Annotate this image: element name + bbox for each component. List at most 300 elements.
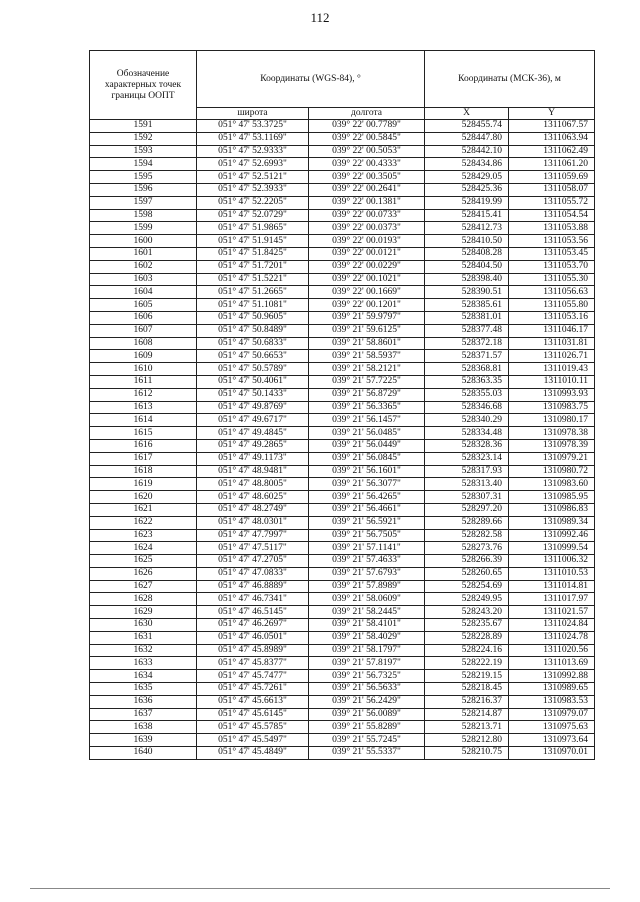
longitude-cell: 039° 21' 55.8289" [309, 721, 425, 734]
y-cell: 1311062.49 [509, 145, 595, 158]
table-row [90, 478, 595, 491]
y-cell: 1311058.07 [509, 183, 595, 196]
longitude-cell: 039° 21' 56.7325" [309, 670, 425, 683]
table-row [90, 273, 595, 286]
point-id-cell: 1629 [90, 606, 197, 619]
point-id-cell: 1599 [90, 222, 197, 235]
point-id-cell: 1600 [90, 235, 197, 248]
latitude-cell: 051° 47' 45.6613" [197, 695, 309, 708]
x-cell: 528219.15 [425, 670, 509, 683]
point-id-cell: 1607 [90, 324, 197, 337]
point-id-cell: 1625 [90, 555, 197, 568]
x-cell: 528213.71 [425, 721, 509, 734]
y-cell: 1311055.30 [509, 273, 595, 286]
table-row [90, 311, 595, 324]
point-id-cell: 1598 [90, 209, 197, 222]
longitude-cell: 039° 21' 58.2445" [309, 606, 425, 619]
header-msk36: Координаты (МСК-36), м [425, 51, 595, 108]
point-id-cell: 1610 [90, 363, 197, 376]
table-row [90, 247, 595, 260]
longitude-cell: 039° 22' 00.3505" [309, 171, 425, 184]
x-cell: 528381.01 [425, 311, 509, 324]
longitude-cell: 039° 21' 56.0449" [309, 439, 425, 452]
y-cell: 1310992.88 [509, 670, 595, 683]
header-latitude: широта [197, 108, 309, 120]
latitude-cell: 051° 47' 47.7997" [197, 529, 309, 542]
x-cell: 528317.93 [425, 465, 509, 478]
table-row [90, 580, 595, 593]
y-cell: 1311031.81 [509, 337, 595, 350]
y-cell: 1311013.69 [509, 657, 595, 670]
x-cell: 528323.14 [425, 452, 509, 465]
header-y: Y [509, 108, 595, 120]
y-cell: 1311017.97 [509, 593, 595, 606]
y-cell: 1310978.38 [509, 427, 595, 440]
y-cell: 1311053.16 [509, 311, 595, 324]
y-cell: 1311063.94 [509, 132, 595, 145]
latitude-cell: 051° 47' 45.7261" [197, 683, 309, 696]
x-cell: 528313.40 [425, 478, 509, 491]
longitude-cell: 039° 22' 00.0373" [309, 222, 425, 235]
table-row [90, 132, 595, 145]
y-cell: 1310993.93 [509, 388, 595, 401]
latitude-cell: 051° 47' 50.6653" [197, 350, 309, 363]
x-cell: 528297.20 [425, 503, 509, 516]
x-cell: 528282.58 [425, 529, 509, 542]
latitude-cell: 051° 47' 51.9145" [197, 235, 309, 248]
latitude-cell: 051° 47' 45.7477" [197, 670, 309, 683]
point-id-cell: 1618 [90, 465, 197, 478]
y-cell: 1310986.83 [509, 503, 595, 516]
table-row [90, 619, 595, 632]
header-wgs84: Координаты (WGS-84), ° [197, 51, 425, 108]
point-id-cell: 1595 [90, 171, 197, 184]
point-id-cell: 1634 [90, 670, 197, 683]
longitude-cell: 039° 21' 57.7225" [309, 375, 425, 388]
latitude-cell: 051° 47' 47.5117" [197, 542, 309, 555]
table-row [90, 158, 595, 171]
x-cell: 528455.74 [425, 120, 509, 133]
table-row [90, 324, 595, 337]
table-row [90, 465, 595, 478]
latitude-cell: 051° 47' 52.2205" [197, 196, 309, 209]
longitude-cell: 039° 22' 00.1021" [309, 273, 425, 286]
latitude-cell: 051° 47' 45.5497" [197, 734, 309, 747]
point-id-cell: 1635 [90, 683, 197, 696]
latitude-cell: 051° 47' 51.1081" [197, 299, 309, 312]
table-row [90, 567, 595, 580]
table-row [90, 414, 595, 427]
longitude-cell: 039° 22' 00.4333" [309, 158, 425, 171]
latitude-cell: 051° 47' 46.7341" [197, 593, 309, 606]
y-cell: 1311053.56 [509, 235, 595, 248]
point-id-cell: 1620 [90, 491, 197, 504]
table-row [90, 299, 595, 312]
page-number: 112 [310, 10, 330, 25]
table-body [90, 120, 595, 760]
latitude-cell: 051° 47' 52.9333" [197, 145, 309, 158]
point-id-cell: 1616 [90, 439, 197, 452]
table-row [90, 695, 595, 708]
y-cell: 1310980.17 [509, 414, 595, 427]
y-cell: 1311010.11 [509, 375, 595, 388]
latitude-cell: 051° 47' 49.4845" [197, 427, 309, 440]
point-id-cell: 1603 [90, 273, 197, 286]
x-cell: 528355.03 [425, 388, 509, 401]
y-cell: 1310973.64 [509, 734, 595, 747]
point-id-cell: 1611 [90, 375, 197, 388]
x-cell: 528363.35 [425, 375, 509, 388]
longitude-cell: 039° 21' 58.8601" [309, 337, 425, 350]
table-row [90, 171, 595, 184]
x-cell: 528243.20 [425, 606, 509, 619]
table-row [90, 439, 595, 452]
y-cell: 1310975.63 [509, 721, 595, 734]
latitude-cell: 051° 47' 52.6993" [197, 158, 309, 171]
table-row [90, 286, 595, 299]
latitude-cell: 051° 47' 45.8377" [197, 657, 309, 670]
y-cell: 1311053.45 [509, 247, 595, 260]
longitude-cell: 039° 21' 56.3077" [309, 478, 425, 491]
longitude-cell: 039° 21' 56.5633" [309, 683, 425, 696]
table-row [90, 683, 595, 696]
x-cell: 528210.75 [425, 747, 509, 760]
latitude-cell: 051° 47' 50.5789" [197, 363, 309, 376]
point-id-cell: 1619 [90, 478, 197, 491]
bottom-rule [30, 888, 610, 889]
table-row [90, 196, 595, 209]
longitude-cell: 039° 21' 59.9797" [309, 311, 425, 324]
longitude-cell: 039° 21' 56.3365" [309, 401, 425, 414]
y-cell: 1311014.81 [509, 580, 595, 593]
latitude-cell: 051° 47' 49.1173" [197, 452, 309, 465]
point-id-cell: 1604 [90, 286, 197, 299]
point-id-cell: 1623 [90, 529, 197, 542]
latitude-cell: 051° 47' 48.8005" [197, 478, 309, 491]
x-cell: 528415.41 [425, 209, 509, 222]
point-id-cell: 1636 [90, 695, 197, 708]
table-row [90, 388, 595, 401]
point-id-cell: 1626 [90, 567, 197, 580]
y-cell: 1311055.72 [509, 196, 595, 209]
x-cell: 528334.48 [425, 427, 509, 440]
table-row [90, 529, 595, 542]
table-row [90, 542, 595, 555]
y-cell: 1311046.17 [509, 324, 595, 337]
latitude-cell: 051° 47' 50.1433" [197, 388, 309, 401]
x-cell: 528260.65 [425, 567, 509, 580]
y-cell: 1311010.53 [509, 567, 595, 580]
longitude-cell: 039° 22' 00.7789" [309, 120, 425, 133]
x-cell: 528228.89 [425, 631, 509, 644]
latitude-cell: 051° 47' 49.8769" [197, 401, 309, 414]
table-row [90, 120, 595, 133]
y-cell: 1310999.54 [509, 542, 595, 555]
x-cell: 528377.48 [425, 324, 509, 337]
longitude-cell: 039° 21' 56.4265" [309, 491, 425, 504]
y-cell: 1310979.07 [509, 708, 595, 721]
latitude-cell: 051° 47' 52.3933" [197, 183, 309, 196]
y-cell: 1311056.63 [509, 286, 595, 299]
x-cell: 528398.40 [425, 273, 509, 286]
point-id-cell: 1615 [90, 427, 197, 440]
y-cell: 1310985.95 [509, 491, 595, 504]
latitude-cell: 051° 47' 51.2665" [197, 286, 309, 299]
x-cell: 528419.99 [425, 196, 509, 209]
x-cell: 528218.45 [425, 683, 509, 696]
x-cell: 528214.87 [425, 708, 509, 721]
x-cell: 528222.19 [425, 657, 509, 670]
point-id-cell: 1622 [90, 516, 197, 529]
y-cell: 1311020.56 [509, 644, 595, 657]
x-cell: 528224.16 [425, 644, 509, 657]
longitude-cell: 039° 21' 57.4633" [309, 555, 425, 568]
point-id-cell: 1592 [90, 132, 197, 145]
latitude-cell: 051° 47' 51.8425" [197, 247, 309, 260]
header-longitude: долгота [309, 108, 425, 120]
point-id-cell: 1627 [90, 580, 197, 593]
longitude-cell: 039° 22' 00.0733" [309, 209, 425, 222]
table-row [90, 593, 595, 606]
longitude-cell: 039° 21' 56.7505" [309, 529, 425, 542]
point-id-cell: 1596 [90, 183, 197, 196]
table-row [90, 708, 595, 721]
x-cell: 528429.05 [425, 171, 509, 184]
point-id-cell: 1633 [90, 657, 197, 670]
y-cell: 1311067.57 [509, 120, 595, 133]
longitude-cell: 039° 21' 57.6793" [309, 567, 425, 580]
table-row [90, 747, 595, 760]
table-row [90, 631, 595, 644]
latitude-cell: 051° 47' 46.2697" [197, 619, 309, 632]
latitude-cell: 051° 47' 48.2749" [197, 503, 309, 516]
table-row [90, 670, 595, 683]
header-point-designation: Обозначение характерных точек границы ООПТ [90, 51, 197, 120]
point-id-cell: 1614 [90, 414, 197, 427]
x-cell: 528425.36 [425, 183, 509, 196]
x-cell: 528434.86 [425, 158, 509, 171]
x-cell: 528307.31 [425, 491, 509, 504]
latitude-cell: 051° 47' 50.8489" [197, 324, 309, 337]
y-cell: 1310980.72 [509, 465, 595, 478]
y-cell: 1311059.69 [509, 171, 595, 184]
x-cell: 528289.66 [425, 516, 509, 529]
y-cell: 1310978.39 [509, 439, 595, 452]
y-cell: 1310989.65 [509, 683, 595, 696]
latitude-cell: 051° 47' 46.5145" [197, 606, 309, 619]
table-row [90, 503, 595, 516]
longitude-cell: 039° 22' 00.5053" [309, 145, 425, 158]
y-cell: 1310989.34 [509, 516, 595, 529]
point-id-cell: 1608 [90, 337, 197, 350]
table-row [90, 183, 595, 196]
table-row [90, 555, 595, 568]
latitude-cell: 051° 47' 50.9605" [197, 311, 309, 324]
x-cell: 528328.36 [425, 439, 509, 452]
longitude-cell: 039° 21' 56.0485" [309, 427, 425, 440]
table-row [90, 350, 595, 363]
table-row [90, 606, 595, 619]
x-cell: 528371.57 [425, 350, 509, 363]
longitude-cell: 039° 22' 00.5845" [309, 132, 425, 145]
longitude-cell: 039° 21' 56.4661" [309, 503, 425, 516]
y-cell: 1311054.54 [509, 209, 595, 222]
longitude-cell: 039° 21' 56.0089" [309, 708, 425, 721]
longitude-cell: 039° 21' 55.7245" [309, 734, 425, 747]
longitude-cell: 039° 21' 58.2121" [309, 363, 425, 376]
point-id-cell: 1591 [90, 120, 197, 133]
point-id-cell: 1597 [90, 196, 197, 209]
y-cell: 1311006.32 [509, 555, 595, 568]
longitude-cell: 039° 21' 56.1457" [309, 414, 425, 427]
longitude-cell: 039° 22' 00.0121" [309, 247, 425, 260]
longitude-cell: 039° 21' 58.4029" [309, 631, 425, 644]
longitude-cell: 039° 22' 00.1201" [309, 299, 425, 312]
y-cell: 1311053.70 [509, 260, 595, 273]
x-cell: 528249.95 [425, 593, 509, 606]
table-row [90, 337, 595, 350]
point-id-cell: 1624 [90, 542, 197, 555]
point-id-cell: 1617 [90, 452, 197, 465]
latitude-cell: 051° 47' 50.4061" [197, 375, 309, 388]
x-cell: 528235.67 [425, 619, 509, 632]
longitude-cell: 039° 21' 58.1797" [309, 644, 425, 657]
table-row [90, 734, 595, 747]
point-id-cell: 1612 [90, 388, 197, 401]
longitude-cell: 039° 21' 56.1601" [309, 465, 425, 478]
y-cell: 1310970.01 [509, 747, 595, 760]
latitude-cell: 051° 47' 46.8889" [197, 580, 309, 593]
point-id-cell: 1639 [90, 734, 197, 747]
x-cell: 528273.76 [425, 542, 509, 555]
y-cell: 1310983.75 [509, 401, 595, 414]
y-cell: 1311019.43 [509, 363, 595, 376]
x-cell: 528372.18 [425, 337, 509, 350]
longitude-cell: 039° 21' 55.5337" [309, 747, 425, 760]
y-cell: 1311053.88 [509, 222, 595, 235]
latitude-cell: 051° 47' 49.6717" [197, 414, 309, 427]
longitude-cell: 039° 21' 57.8197" [309, 657, 425, 670]
point-id-cell: 1628 [90, 593, 197, 606]
longitude-cell: 039° 21' 57.8989" [309, 580, 425, 593]
x-cell: 528266.39 [425, 555, 509, 568]
latitude-cell: 051° 47' 53.1169" [197, 132, 309, 145]
latitude-cell: 051° 47' 50.6833" [197, 337, 309, 350]
latitude-cell: 051° 47' 53.3725" [197, 120, 309, 133]
y-cell: 1310979.21 [509, 452, 595, 465]
latitude-cell: 051° 47' 46.0501" [197, 631, 309, 644]
table-row [90, 452, 595, 465]
x-cell: 528368.81 [425, 363, 509, 376]
longitude-cell: 039° 22' 00.1381" [309, 196, 425, 209]
latitude-cell: 051° 47' 51.9865" [197, 222, 309, 235]
table-row [90, 657, 595, 670]
table-row [90, 375, 595, 388]
table-row [90, 401, 595, 414]
y-cell: 1311055.80 [509, 299, 595, 312]
table-row [90, 235, 595, 248]
point-id-cell: 1630 [90, 619, 197, 632]
longitude-cell: 039° 22' 00.0229" [309, 260, 425, 273]
longitude-cell: 039° 21' 56.8729" [309, 388, 425, 401]
point-id-cell: 1593 [90, 145, 197, 158]
y-cell: 1311024.78 [509, 631, 595, 644]
y-cell: 1311061.20 [509, 158, 595, 171]
point-id-cell: 1613 [90, 401, 197, 414]
point-id-cell: 1621 [90, 503, 197, 516]
latitude-cell: 051° 47' 49.2865" [197, 439, 309, 452]
longitude-cell: 039° 21' 56.0845" [309, 452, 425, 465]
y-cell: 1311024.84 [509, 619, 595, 632]
latitude-cell: 051° 47' 48.9481" [197, 465, 309, 478]
x-cell: 528390.51 [425, 286, 509, 299]
latitude-cell: 051° 47' 47.0833" [197, 567, 309, 580]
longitude-cell: 039° 22' 00.2641" [309, 183, 425, 196]
longitude-cell: 039° 21' 58.0609" [309, 593, 425, 606]
latitude-cell: 051° 47' 47.2705" [197, 555, 309, 568]
coordinates-table [89, 50, 595, 760]
y-cell: 1310983.60 [509, 478, 595, 491]
x-cell: 528447.80 [425, 132, 509, 145]
latitude-cell: 051° 47' 52.0729" [197, 209, 309, 222]
y-cell: 1310992.46 [509, 529, 595, 542]
x-cell: 528340.29 [425, 414, 509, 427]
header-x: X [425, 108, 509, 120]
table-row [90, 427, 595, 440]
longitude-cell: 039° 22' 00.0193" [309, 235, 425, 248]
latitude-cell: 051° 47' 48.6025" [197, 491, 309, 504]
table-row [90, 363, 595, 376]
table-row [90, 145, 595, 158]
x-cell: 528254.69 [425, 580, 509, 593]
point-id-cell: 1601 [90, 247, 197, 260]
point-id-cell: 1602 [90, 260, 197, 273]
longitude-cell: 039° 21' 57.1141" [309, 542, 425, 555]
latitude-cell: 051° 47' 45.6145" [197, 708, 309, 721]
point-id-cell: 1638 [90, 721, 197, 734]
x-cell: 528404.50 [425, 260, 509, 273]
x-cell: 528212.80 [425, 734, 509, 747]
latitude-cell: 051° 47' 52.5121" [197, 171, 309, 184]
y-cell: 1310983.53 [509, 695, 595, 708]
longitude-cell: 039° 21' 56.5921" [309, 516, 425, 529]
longitude-cell: 039° 22' 00.1669" [309, 286, 425, 299]
table-row [90, 222, 595, 235]
x-cell: 528408.28 [425, 247, 509, 260]
table-row [90, 721, 595, 734]
point-id-cell: 1631 [90, 631, 197, 644]
point-id-cell: 1609 [90, 350, 197, 363]
longitude-cell: 039° 21' 59.6125" [309, 324, 425, 337]
table-row [90, 209, 595, 222]
latitude-cell: 051° 47' 45.4849" [197, 747, 309, 760]
x-cell: 528410.50 [425, 235, 509, 248]
longitude-cell: 039° 21' 58.5937" [309, 350, 425, 363]
latitude-cell: 051° 47' 45.8989" [197, 644, 309, 657]
latitude-cell: 051° 47' 45.5785" [197, 721, 309, 734]
x-cell: 528442.10 [425, 145, 509, 158]
point-id-cell: 1605 [90, 299, 197, 312]
point-id-cell: 1594 [90, 158, 197, 171]
table-row [90, 260, 595, 273]
x-cell: 528385.61 [425, 299, 509, 312]
table-row [90, 516, 595, 529]
latitude-cell: 051° 47' 51.7201" [197, 260, 309, 273]
y-cell: 1311026.71 [509, 350, 595, 363]
table-row [90, 491, 595, 504]
x-cell: 528216.37 [425, 695, 509, 708]
longitude-cell: 039° 21' 56.2429" [309, 695, 425, 708]
